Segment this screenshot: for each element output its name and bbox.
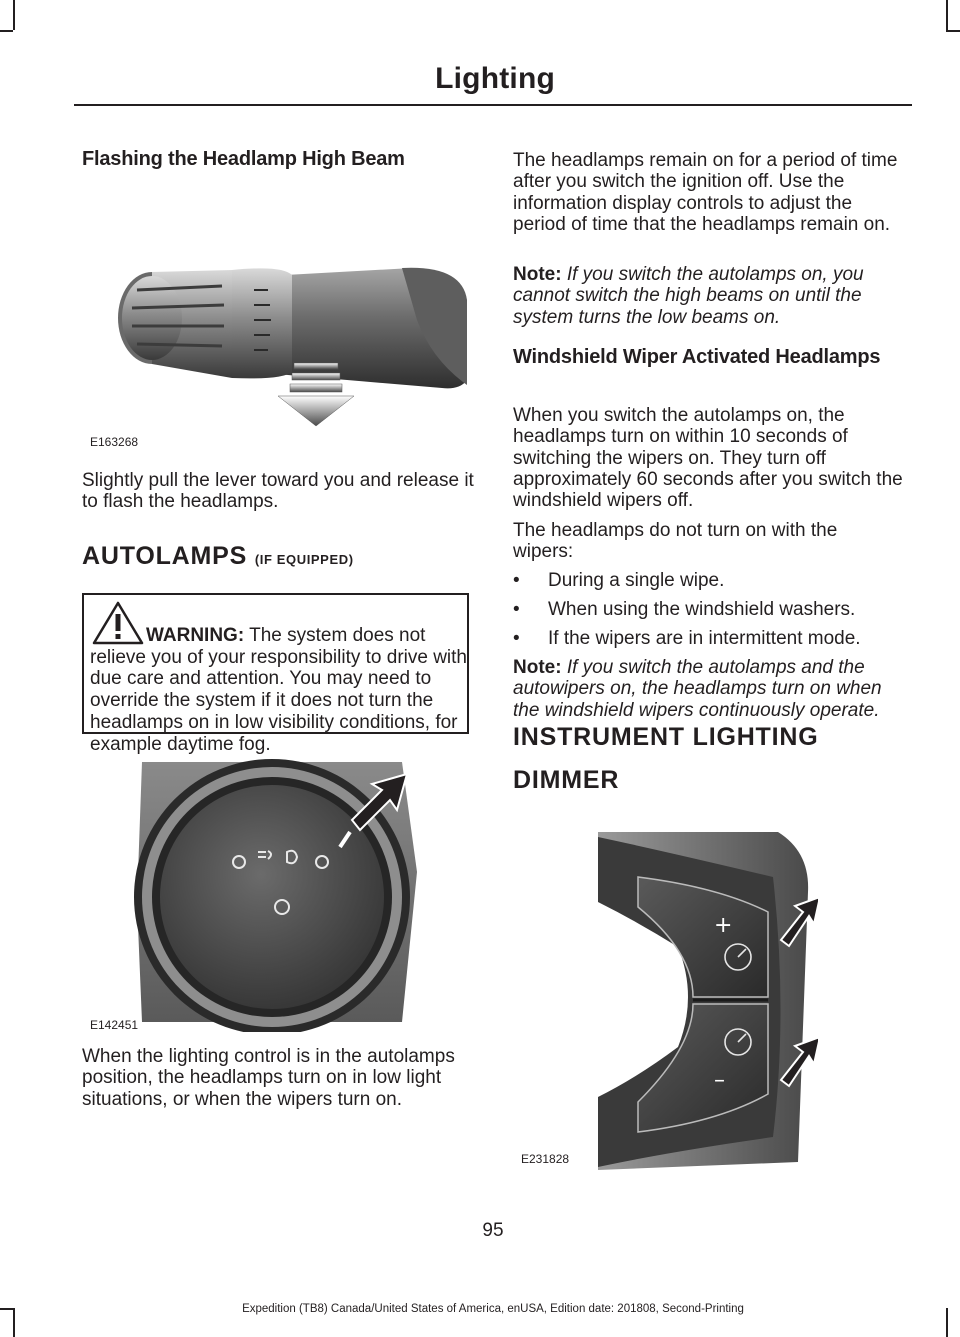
warning-box: [82, 593, 469, 755]
dimmer-figure: [598, 832, 818, 1170]
warning-text: The system does not relieve you of your responsibility to drive with due care and attention. You may need to override the system if it does not turn the headlamps on in low visibility conditions, for example daytime fog.: [90, 625, 468, 755]
header-rule: [74, 104, 912, 106]
note-2: [513, 657, 910, 721]
note-1: [513, 264, 910, 328]
page-number: 95: [482, 1220, 504, 1241]
autolamps-text: When the lighting control is in the autolamps position, the headlamps turn on in low light situations, or when the wipers turn on.: [82, 1046, 455, 1110]
lever-figure: [82, 260, 467, 460]
figure-code-1: E163268: [90, 435, 139, 449]
warning-label: WARNING:: [146, 625, 245, 646]
figure-code-2: E142451: [90, 1018, 139, 1032]
wiper-heading: Windshield Wiper Activated Headlamps: [513, 346, 881, 368]
crop-mark: [0, 30, 13, 32]
warning-paragraph: [90, 625, 468, 755]
lighting-control-illustration: [82, 752, 427, 1032]
bullet-mark: •: [513, 628, 520, 649]
note-1-text: If you switch the autolamps on, you cannot switch the high beams on until the system turns the low beams on.: [513, 264, 864, 328]
crop-mark: [13, 0, 15, 30]
bullet-mark: •: [513, 599, 520, 620]
dimmer-heading-line-1: INSTRUMENT LIGHTING: [513, 723, 819, 751]
figure-code-3: E231828: [521, 1152, 570, 1166]
lever-illustration: [82, 260, 467, 460]
dimmer-heading-line-2: DIMMER: [513, 766, 620, 794]
chapter-title: Lighting: [435, 62, 555, 95]
note-1-label: Note:: [513, 264, 562, 285]
lighting-control-figure: [82, 752, 427, 1032]
crop-mark: [946, 0, 948, 30]
autolamps-heading-text: AUTOLAMPS: [82, 542, 248, 570]
bullet-mark: •: [513, 570, 520, 591]
autolamps-heading-suffix: (IF EQUIPPED): [254, 552, 354, 567]
plus-sign: +: [714, 913, 733, 938]
edition-line: Expedition (TB8) Canada/United States of America, enUSA, Edition date: 201808, Second-Printing: [242, 1303, 744, 1315]
list-item-text: When using the windshield washers.: [548, 599, 856, 620]
crop-mark: [946, 30, 960, 32]
list-item-text: If the wipers are in intermittent mode.: [548, 628, 861, 649]
autolamps-heading: [82, 542, 354, 571]
wiper-text: When you switch the autolamps on, the headlamps turn on within 10 seconds of switching the wipers on. They turn off approximately 60 seconds after you switch the windshield wipers off.: [513, 405, 903, 512]
note-2-label: Note:: [513, 657, 562, 678]
flash-text: Slightly pull the lever toward you and release it to flash the headlamps.: [82, 470, 474, 513]
list-item-text: During a single wipe.: [548, 570, 725, 591]
note-2-text: If you switch the autolamps and the autowipers on, the headlamps turn on when the windshield wipers continuously operate.: [513, 657, 882, 721]
not-on-text: The headlamps do not turn on with the wipers:: [513, 520, 838, 563]
remain-text: The headlamps remain on for a period of time after you switch the ignition off. Use the information display controls to adjust the period of time that the headlamps remain on.: [513, 150, 898, 235]
dimmer-illustration: [598, 832, 818, 1170]
minus-sign: –: [714, 1068, 725, 1093]
flash-heading: Flashing the Headlamp High Beam: [82, 148, 405, 170]
